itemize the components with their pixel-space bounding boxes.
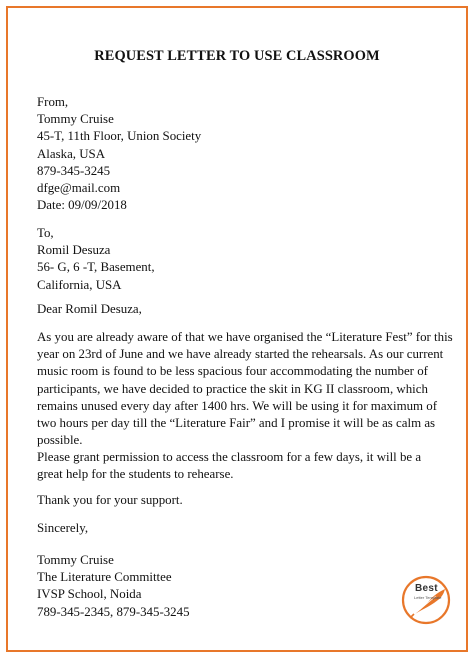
recipient-region: California, USA: [37, 277, 122, 292]
salutation-text: Dear Romil Desuza,: [37, 302, 142, 316]
signature-phones: 789-345-2345, 879-345-3245: [37, 604, 190, 619]
best-letter-template-logo: [398, 572, 454, 628]
from-heading: From,: [37, 95, 69, 109]
paragraph-line: great help for the students to rehearse.: [37, 467, 234, 482]
signature-school: IVSP School, Noida: [37, 587, 142, 602]
letter-title: REQUEST LETTER TO USE CLASSROOM: [94, 48, 380, 64]
signature-committee: The Literature Committee: [37, 570, 172, 585]
recipient-name: Romil Desuza: [37, 243, 111, 258]
thanks-text: Thank you for your support.: [37, 493, 183, 507]
closing-text: Sincerely,: [37, 521, 89, 535]
paragraph-line: remains unused every day after 1400 hrs. We will be using it for maximum of: [37, 398, 438, 413]
sender-address: [37, 94, 437, 197]
sender-phone: 879-345-3245: [37, 163, 111, 178]
paragraph-line: Please grant permission to access the classroom for a few days, it will be a: [37, 450, 422, 464]
paragraph-line: participants, we have decided to practice the skit in KG II classroom, which: [37, 381, 428, 396]
to-heading: To,: [37, 226, 54, 240]
sender-region: Alaska, USA: [37, 146, 106, 161]
sender-email: dfge@mail.com: [37, 181, 121, 196]
salutation: [37, 301, 437, 318]
recipient-address: [37, 225, 437, 294]
letter-date: [37, 197, 437, 214]
paragraph-line: year on 23rd of June and we have already started the rehearsals. As our current: [37, 347, 444, 362]
signature-block: [37, 552, 437, 621]
sender-street: 45-T, 11th Floor, Union Society: [37, 129, 202, 144]
sender-name: Tommy Cruise: [37, 112, 114, 127]
closing-line: [37, 520, 437, 537]
paragraph-line: two hours per day till the “Literature Fair” and I promise it will be as calm as: [37, 416, 436, 431]
body-paragraph-2: [37, 449, 443, 483]
paragraph-line: possible.: [37, 433, 83, 448]
recipient-street: 56- G, 6 -T, Basement,: [37, 260, 155, 275]
date-text: Date: 09/09/2018: [37, 198, 127, 212]
thanks-line: [37, 492, 437, 509]
logo-word: Best: [415, 583, 438, 594]
paragraph-line: As you are already aware of that we have organised the “Literature Fest” for this: [37, 330, 453, 344]
paragraph-line: music room is found to be less spacious four accommodating the number of: [37, 364, 428, 379]
logo-subtext: Letter Template: [414, 595, 442, 600]
signature-name: Tommy Cruise: [37, 553, 114, 567]
body-paragraph-1: [37, 329, 453, 449]
